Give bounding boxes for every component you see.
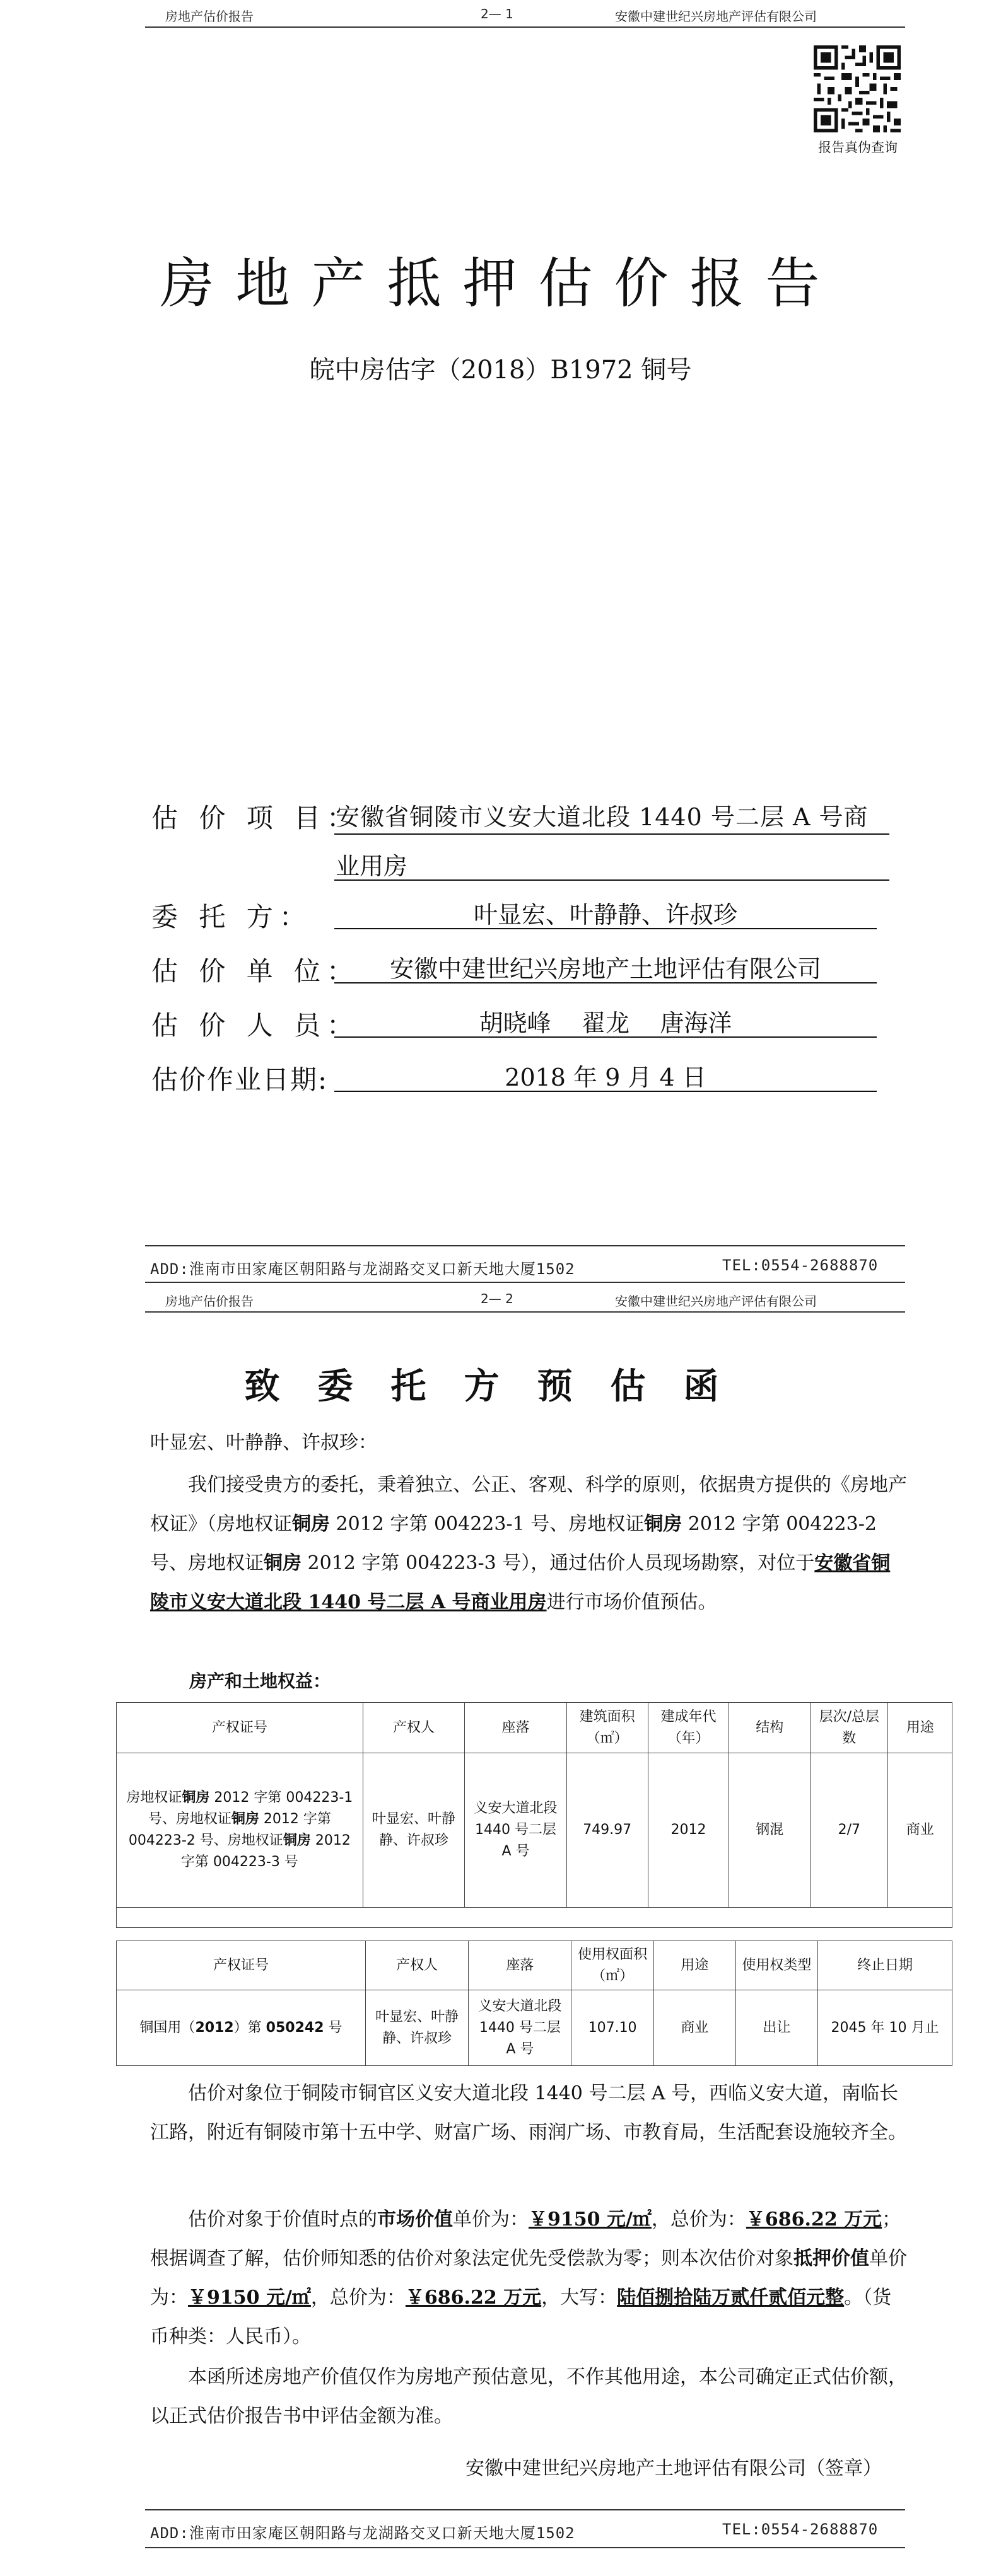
cert-number-cell: 房地权证铜房 2012 字第 004223-1 号、房地权证铜房 2012 字第 004223-2 号、房地权证铜房 2012 字第 004223-3 号	[117, 1753, 363, 1908]
table-header: 终止日期	[818, 1941, 952, 1990]
table-spacer	[117, 1908, 952, 1928]
land-cert-cell: 铜国用（2012）第 050242 号	[117, 1990, 366, 2066]
table-header: 建成年代（年）	[648, 1703, 729, 1753]
header-right: 安徽中建世纪兴房地产评估有限公司	[615, 1294, 817, 1309]
owner-cell: 叶显宏、叶静静、许叔珍	[363, 1753, 465, 1908]
end-date-cell: 2045 年 10 月止	[818, 1990, 952, 2066]
table-header: 用途	[888, 1703, 952, 1753]
table-row	[117, 1990, 952, 2066]
location-cell: 义安大道北段 1440 号二层 A 号	[469, 1990, 571, 2066]
table-header: 产权人	[363, 1703, 465, 1753]
land-area-cell: 107.10	[571, 1990, 653, 2066]
project-value-line1: 安徽省铜陵市义安大道北段 1440 号二层 A 号商	[336, 803, 869, 831]
disclaimer-paragraph: 本函所述房地产价值仅作为房地产预估意见，不作其他用途，本公司确定正式估价额，以正式估价报告书中评估金额为准。	[150, 2366, 907, 2427]
table-header: 座落	[469, 1941, 571, 1990]
location-paragraph: 估价对象位于铜陵市铜官区义安大道北段 1440 号二层 A 号，西临义安大道，南临长江路，附近有铜陵市第十五中学、财富广场、雨润广场、市教育局，生活配套设施较齐全。	[150, 2082, 907, 2144]
table-header: 层次/总层数	[811, 1703, 888, 1753]
project-label: 估 价 项 目：	[151, 803, 360, 833]
client-label: 委 托 方：	[151, 902, 312, 932]
header-rule	[145, 1311, 905, 1313]
unit-value: 安徽中建世纪兴房地产土地评估有限公司	[334, 949, 877, 983]
table-header: 用途	[653, 1941, 735, 1990]
subject-property: 安徽省铜陵市义安大道北段 1440 号二层 A 号商业用房	[150, 1552, 891, 1613]
location-cell: 义安大道北段 1440 号二层 A 号	[465, 1753, 567, 1908]
date-value: 2018 年 9 月 4 日	[334, 1058, 877, 1092]
header-rule	[145, 26, 905, 28]
intro-paragraph: 我们接受贵方的委托，秉着独立、公正、客观、科学的原则，依据贵方提供的《房地产权证》（房地权证铜房 2012 字第 004223-1 号、房地权证铜房 2012 字第 004223-2 号、房地权证铜房 2012 字第 004223-3 号），通过估价人员现场勘察，对位于安徽省铜陵市义安大道北段 1440 号二层 A 号商业用房进行市场价值预估。	[150, 1474, 907, 1613]
usage-cell: 商业	[653, 1990, 735, 2066]
table-header: 产权人	[365, 1941, 468, 1990]
rights-heading: 房产和土地权益：	[189, 1671, 331, 1691]
staff-label: 估 价 人 员：	[151, 1010, 360, 1041]
table-header: 建筑面积（㎡）	[566, 1703, 648, 1753]
land-table	[116, 1941, 952, 2066]
right-type-cell: 出让	[735, 1990, 817, 2066]
value-paragraph: 估价对象于价值时点的市场价值单价为：￥9150 元/㎡，总价为：￥686.22 万元；根据调查了解，估价师知悉的估价对象法定优先受偿款为零；则本次估价对象抵押价值单价为：￥9150 元/㎡，总价为：￥686.22 万元，大写：陆佰捌拾陆万贰仟贰佰元整。（货币种类：人民币）。	[150, 2208, 907, 2348]
year-cell: 2012	[648, 1753, 729, 1908]
table-header: 结构	[729, 1703, 811, 1753]
signature: 安徽中建世纪兴房地产土地评估有限公司（签章）	[465, 2457, 882, 2480]
property-table	[116, 1702, 952, 1928]
header-page-number: 2— 1	[481, 6, 513, 21]
client-value: 叶显宏、叶静静、许叔珍	[334, 895, 877, 929]
footer-rule-bottom	[145, 1282, 905, 1283]
unit-label: 估 价 单 位：	[151, 956, 360, 987]
header-left: 房地产估价报告	[165, 1294, 254, 1309]
structure-cell: 钢混	[729, 1753, 811, 1908]
footer-tel: TEL:0554-2688870	[722, 1256, 879, 1274]
table-header: 座落	[465, 1703, 567, 1753]
area-cell: 749.97	[566, 1753, 648, 1908]
project-underline-2	[334, 879, 889, 881]
total-price: ￥686.22 万元	[746, 2208, 882, 2231]
date-label: 估价作业日期:	[151, 1064, 329, 1095]
usage-cell: 商业	[888, 1753, 952, 1908]
salutation: 叶显宏、叶静静、许叔珍：	[150, 1432, 377, 1454]
qr-code-icon[interactable]	[814, 45, 901, 132]
mortgage-total-price: ￥686.22 万元	[405, 2287, 542, 2309]
footer-rule-top	[145, 1245, 905, 1246]
table-header: 使用权面积（㎡）	[571, 1941, 653, 1990]
letter-title: 致委托方预估函	[244, 1366, 757, 1407]
table-header: 使用权类型	[735, 1941, 817, 1990]
table-header: 产权证号	[117, 1941, 366, 1990]
report-number: 皖中房估字（2018）B1972 铜号	[309, 356, 692, 385]
footer-address: ADD:淮南市田家庵区朝阳路与龙湖路交叉口新天地大厦1502	[150, 2524, 575, 2542]
mortgage-unit-price: ￥9150 元/㎡	[188, 2287, 311, 2309]
unit-price: ￥9150 元/㎡	[529, 2208, 652, 2231]
footer-tel: TEL:0554-2688870	[722, 2521, 879, 2538]
footer-rule-bottom	[145, 2547, 905, 2548]
qr-caption: 报告真伪查询	[818, 140, 898, 155]
staff-value: 胡晓峰 翟龙 唐海洋	[334, 1004, 877, 1038]
owner-cell: 叶显宏、叶静静、许叔珍	[365, 1990, 468, 2066]
header-page-number: 2— 2	[481, 1291, 513, 1306]
floors-cell: 2/7	[811, 1753, 888, 1908]
project-value-line2: 业用房	[336, 852, 408, 880]
header-left: 房地产估价报告	[165, 9, 254, 24]
header-right: 安徽中建世纪兴房地产评估有限公司	[615, 9, 817, 24]
table-header: 产权证号	[117, 1703, 363, 1753]
project-underline-1	[334, 833, 889, 835]
report-title: 房地产抵押估价报告	[160, 252, 841, 315]
footer-address: ADD:淮南市田家庵区朝阳路与龙湖路交叉口新天地大厦1502	[150, 1260, 575, 1278]
footer-rule-top	[145, 2509, 905, 2510]
table-row	[117, 1753, 952, 1908]
amount-in-words: 陆佰捌拾陆万贰仟贰佰元整	[617, 2287, 845, 2309]
